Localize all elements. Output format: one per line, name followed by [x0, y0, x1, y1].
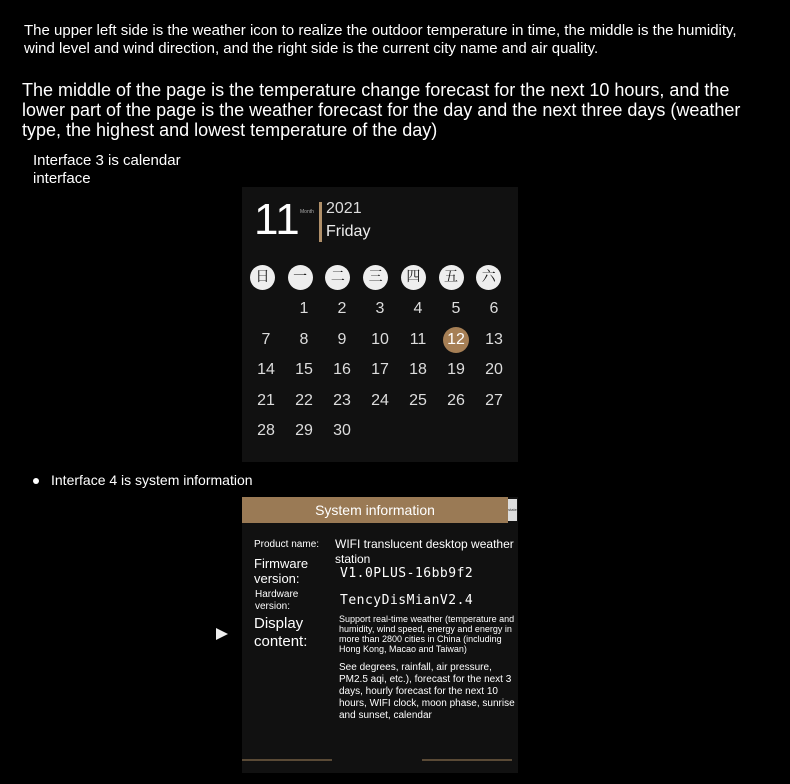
calendar-date[interactable]: 22 — [295, 391, 313, 409]
calendar-date[interactable]: 13 — [485, 330, 503, 348]
calendar-year: 2021 — [326, 200, 362, 217]
weekday-header: 二 — [325, 265, 350, 290]
calendar-date[interactable]: 23 — [333, 391, 351, 409]
calendar-date[interactable]: 16 — [333, 361, 351, 378]
calendar-date[interactable]: 21 — [257, 391, 275, 409]
display-content-text-2: See degrees, rainfall, air pressure, PM2.5 aqi, etc.), forecast for the next 3 days, hourly forecast for the next 10 hours, WIFI clock, moon phase, sunrise and sunset, calendar — [339, 662, 515, 721]
calendar-date-today-label: 12 — [443, 327, 469, 353]
calendar-date[interactable]: 26 — [447, 391, 465, 409]
system-info-header: System information — [242, 497, 508, 523]
calendar-separator — [319, 202, 322, 242]
calendar-date[interactable]: 24 — [371, 391, 389, 409]
calendar-date[interactable]: 11 — [409, 330, 427, 348]
firmware-label: Firmware version: — [254, 556, 309, 586]
calendar-grid — [247, 294, 513, 447]
weekday-header: 五 — [439, 265, 464, 290]
interface-4-label — [33, 471, 253, 489]
interface-3-label: Interface 3 is calendar interface — [33, 152, 181, 187]
intro-paragraph-1: The upper left side is the weather icon to realize the outdoor temperature in time, the middle is the humidity, wind level and wind direction, and the right side is the current city name and air quality. — [24, 22, 737, 57]
calendar-date[interactable]: 30 — [333, 422, 351, 439]
calendar-date[interactable]: 27 — [485, 391, 503, 409]
calendar-date[interactable]: 6 — [489, 300, 499, 317]
interface-4-label-text: Interface 4 is system information — [51, 472, 253, 488]
calendar-month-small: Month — [300, 209, 314, 215]
divider-right — [422, 759, 512, 761]
weekday-header: 四 — [401, 265, 426, 290]
calendar-date[interactable]: 7 — [261, 330, 271, 348]
calendar-date[interactable]: 18 — [409, 361, 427, 378]
weekday-header: 六 — [476, 265, 501, 290]
weekday-header: 一 — [288, 265, 313, 290]
calendar-date[interactable]: 20 — [485, 361, 503, 378]
calendar-date[interactable]: 5 — [451, 300, 461, 317]
weekday-header: 日 — [250, 265, 275, 290]
calendar-date[interactable]: 29 — [295, 422, 313, 439]
calendar-date[interactable]: 3 — [375, 300, 385, 317]
calendar-date[interactable]: 9 — [337, 330, 347, 348]
firmware-value: V1.0PLUS-16bb9f2 — [340, 566, 474, 581]
display-content-label: Display content: — [254, 615, 308, 650]
calendar-panel — [242, 187, 518, 462]
hardware-label: Hardware version: — [255, 589, 299, 612]
calendar-day: 11 — [254, 195, 300, 244]
calendar-date[interactable]: 10 — [371, 330, 389, 348]
system-info-tag: state — [508, 499, 517, 521]
calendar-date-today[interactable] — [437, 325, 475, 356]
weekday-header: 三 — [363, 265, 388, 290]
calendar-weekday-headers — [250, 265, 514, 290]
calendar-weekday: Friday — [326, 223, 371, 240]
calendar-date[interactable]: 25 — [409, 391, 427, 409]
hardware-value: TencyDisMianV2.4 — [340, 593, 474, 608]
arrow-right-icon — [216, 628, 228, 640]
calendar-date[interactable]: 17 — [371, 361, 389, 378]
product-name-label: Product name: — [254, 539, 320, 550]
bullet-icon — [33, 478, 39, 484]
calendar-date[interactable]: 28 — [257, 422, 275, 439]
calendar-date[interactable]: 2 — [337, 300, 347, 317]
divider-left — [242, 759, 332, 761]
calendar-date[interactable]: 19 — [447, 361, 465, 378]
product-name-value: WIFI translucent desktop weather station — [335, 537, 514, 566]
calendar-date[interactable]: 4 — [413, 300, 423, 317]
calendar-date[interactable]: 15 — [295, 361, 313, 378]
calendar-date[interactable]: 14 — [257, 361, 275, 378]
intro-paragraph-2: The middle of the page is the temperature change forecast for the next 10 hours, and the lower part of the page is the weather forecast for the day and the next three days (weather type, the highest and lowest temperature of the day) — [22, 80, 741, 140]
calendar-date[interactable]: 8 — [299, 330, 309, 348]
calendar-date-empty — [247, 294, 285, 325]
system-info-panel — [242, 497, 518, 773]
display-content-text-1: Support real-time weather (temperature and humidity, wind speed, energy and energy in more than 2800 cities in China (including Hong Kong, Macao and Taiwan) — [339, 614, 515, 654]
calendar-date[interactable]: 1 — [299, 300, 309, 317]
